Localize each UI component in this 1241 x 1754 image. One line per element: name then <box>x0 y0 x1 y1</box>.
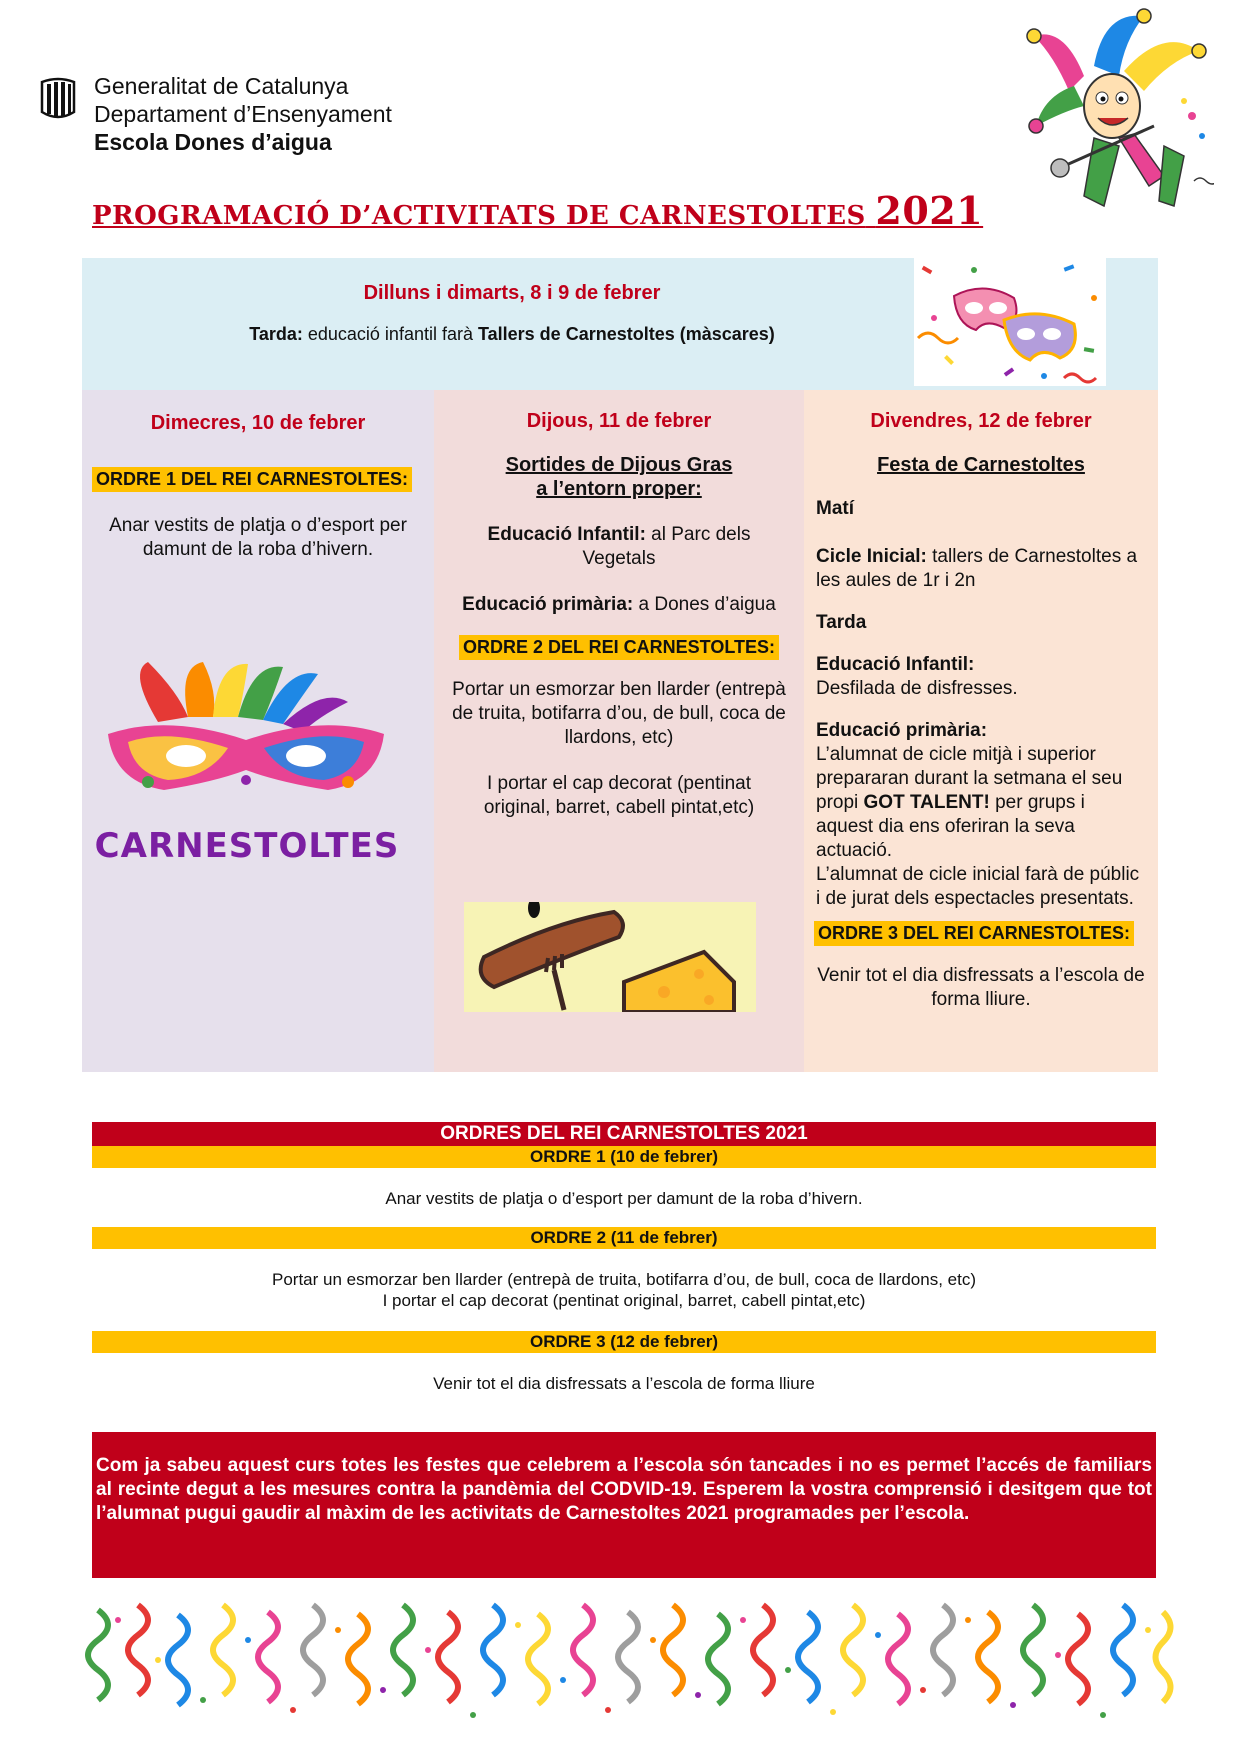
carnestoltes-mask-logo <box>88 662 406 822</box>
monday-tuesday-box <box>82 258 1158 390</box>
covid-notice: Com ja sabeu aquest curs totes les festes que celebrem a l’escola són tancades i no es permet l’accés de familiars al recinte degut a les mesures contra la pandèmia del CODVID-19. Esperem la vostra comprensió i desitgem que tot l’alumnat pugui gaudir al màxim de les activitats de Carnestoltes 2021 programades per l’escola. <box>92 1432 1156 1578</box>
summary-order-2-text-2: I portar el cap decorat (pentinat original, barret, cabell pintat,etc) <box>382 1291 866 1310</box>
order-3-text: Venir tot el dia disfressats a l’escola de forma lliure. <box>817 965 1145 1010</box>
friday-primaria-text: L’alumnat de cicle mitjà i superior prepararan durant la setmana el seu propi GOT TALENT! per grups i aquest dia ens oferiran la seva actuació. <box>816 744 1123 861</box>
summary-order-2-text-1: Portar un esmorzar ben llarder (entrepà de truita, botifarra d’ou, de bull, coca de llardons, etc) <box>272 1270 976 1289</box>
orders-summary <box>92 1122 1156 1394</box>
friday-tarda: Tarda <box>816 612 867 633</box>
thursday-column <box>434 390 804 1072</box>
order-2-bar: ORDRE 2 (11 de febrer) <box>92 1227 1156 1249</box>
confetti-banner-image <box>78 1600 1188 1730</box>
friday-primaria-label: Educació primària: <box>816 720 988 741</box>
order-2-badge: ORDRE 2 DEL REI CARNESTOLTES: <box>459 635 779 660</box>
friday-mati: Matí <box>816 498 854 519</box>
friday-cicle-inicial: Cicle Inicial: tallers de Carnestoltes a les aules de 1r i 2n <box>816 546 1138 591</box>
thursday-primaria: Educació primària: a Dones d’aigua <box>462 594 776 615</box>
wednesday-column <box>82 390 434 1072</box>
friday-heading: Festa de Carnestoltes <box>877 454 1085 476</box>
title-text: PROGRAMACIÓ D’ACTIVITATS DE CARNESTOLTES <box>92 201 866 231</box>
thursday-date: Dijous, 11 de febrer <box>526 410 712 432</box>
monday-tuesday-text: Tarda: educació infantil farà Tallers de Carnestoltes (màscares) <box>249 324 775 344</box>
order-1-badge: ORDRE 1 DEL REI CARNESTOLTES: <box>92 467 412 492</box>
orders-title: ORDRES DEL REI CARNESTOLTES 2021 <box>92 1122 1156 1146</box>
friday-infantil-text: Desfilada de disfresses. <box>816 678 1018 699</box>
summary-order-1-text: Anar vestits de platja o d’esport per damunt de la roba d’hivern. <box>385 1189 863 1208</box>
wednesday-date: Dimecres, 10 de febrer <box>150 412 366 434</box>
page-title <box>92 188 1032 233</box>
friday-primaria-text-2: L’alumnat de cicle inicial farà de públic i de jurat dels espectacles presentats. <box>816 864 1140 909</box>
header-line-departament: Departament d’Ensenyament <box>94 101 392 127</box>
carnestoltes-logo-text: CARNESTOLTES <box>94 826 400 866</box>
generalitat-logo-icon <box>38 76 78 122</box>
order-1-bar: ORDRE 1 (10 de febrer) <box>92 1146 1156 1168</box>
header-line-generalitat: Generalitat de Catalunya <box>94 73 349 99</box>
sausage-cheese-image <box>464 902 756 1012</box>
confetti-streamers <box>88 1605 1171 1705</box>
friday-infantil-label: Educació Infantil: <box>816 654 975 675</box>
thursday-heading-2: a l’entorn proper: <box>536 478 702 500</box>
order-2-text-2: I portar el cap decorat (pentinat original, barret, cabell pintat,etc) <box>483 773 755 818</box>
order-3-badge: ORDRE 3 DEL REI CARNESTOLTES: <box>814 921 1134 946</box>
order-3-bar: ORDRE 3 (12 de febrer) <box>92 1331 1156 1353</box>
friday-column <box>804 390 1158 1072</box>
title-year: 2021 <box>875 188 984 233</box>
order-1-text: Anar vestits de platja o d’esport per damunt de la roba d’hivern. <box>109 515 407 560</box>
carnival-masks-image <box>914 258 1106 386</box>
header-line-school: Escola Dones d’aigua <box>94 129 332 155</box>
thursday-infantil: Educació Infantil: al Parc dels Vegetals <box>487 524 751 569</box>
monday-tuesday-date: Dilluns i dimarts, 8 i 9 de febrer <box>363 282 661 304</box>
thursday-heading-1: Sortides de Dijous Gras <box>505 454 733 476</box>
order-2-text-1: Portar un esmorzar ben llarder (entrepà de truita, botifarra d’ou, de bull, coca de llardons, etc) <box>452 679 786 748</box>
jester-illustration <box>1024 6 1214 228</box>
friday-date: Divendres, 12 de febrer <box>870 410 1092 432</box>
summary-order-3-text: Venir tot el dia disfressats a l’escola de forma lliure <box>433 1374 815 1393</box>
